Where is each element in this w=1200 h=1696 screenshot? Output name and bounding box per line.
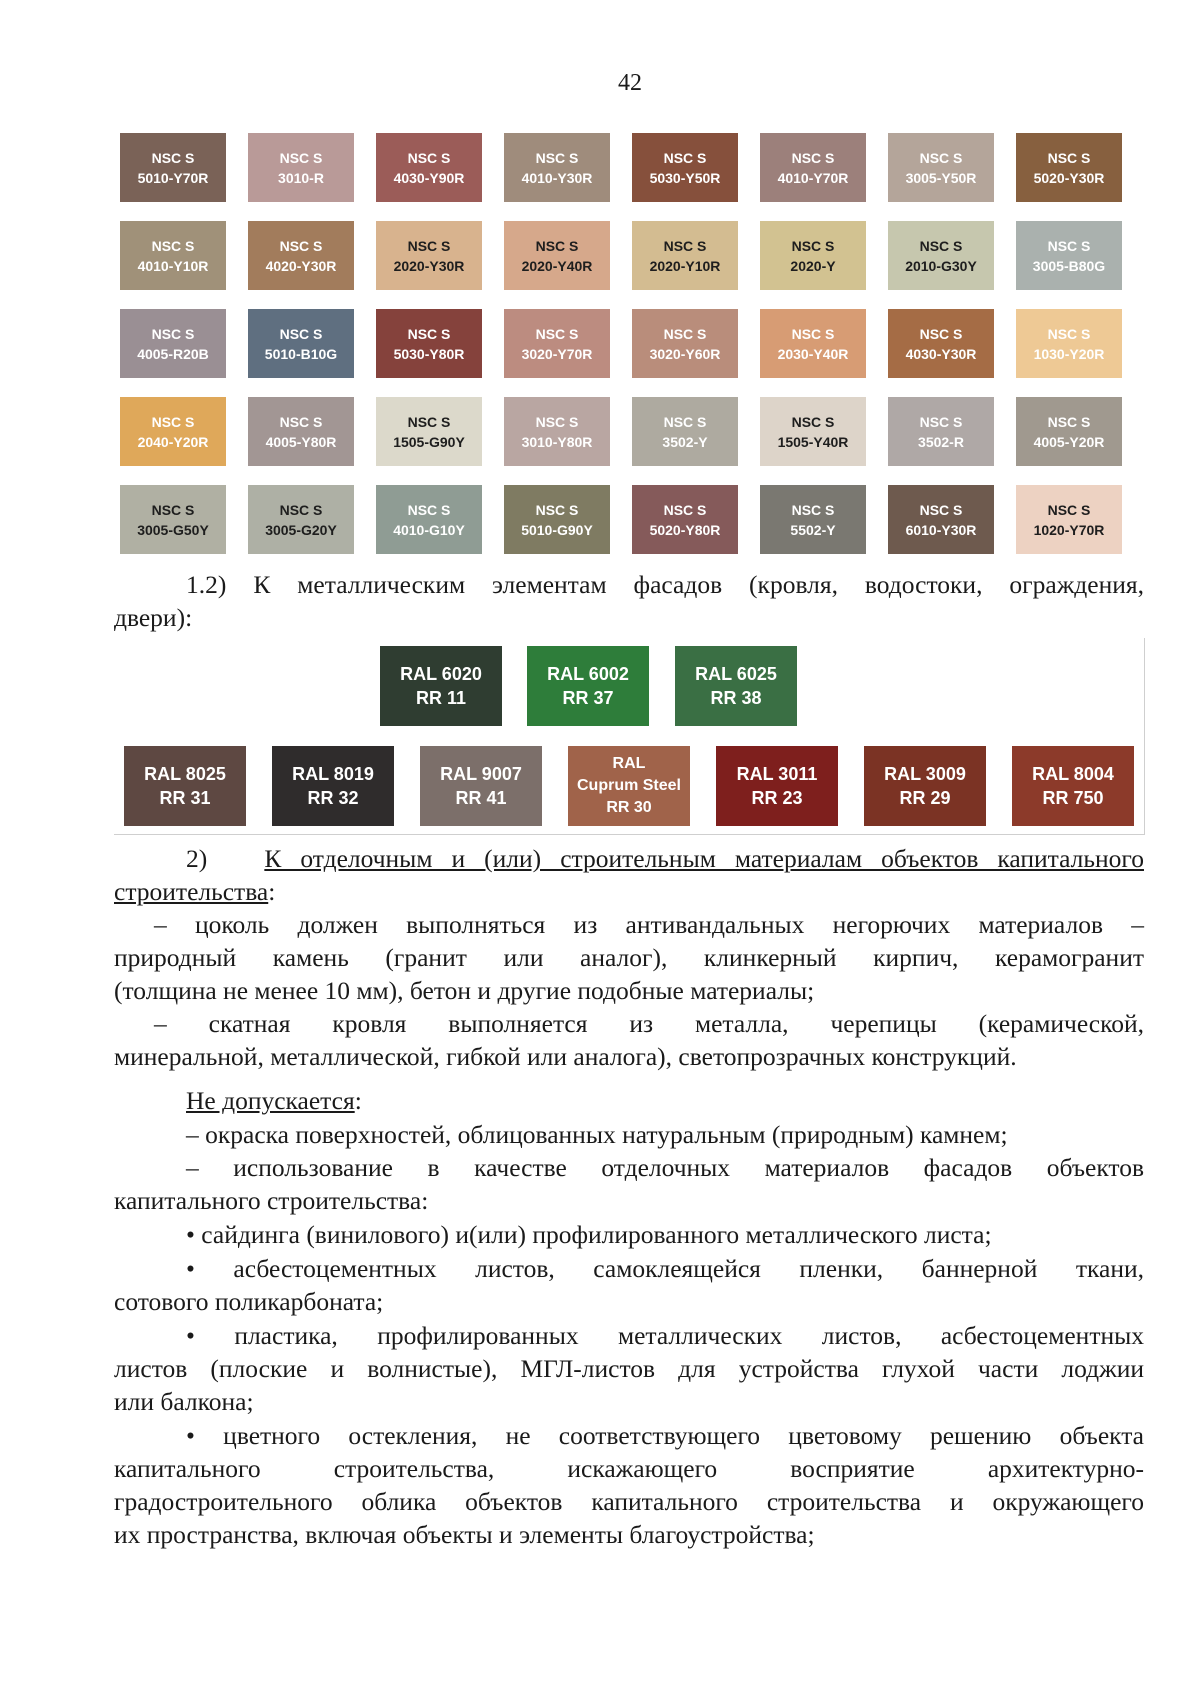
ncs-swatch-code: 5030-Y50R	[649, 169, 721, 186]
ncs-swatch	[376, 485, 482, 554]
not-allowed-paint	[114, 1118, 1144, 1151]
plinth-line-3: (толщина не менее 10 мм), бетон и другие подобные материалы;	[114, 976, 815, 1005]
ncs-swatch	[376, 397, 482, 466]
bullet-glazing-line-4: их пространства, включая объекты и элементы благоустройства;	[114, 1520, 815, 1549]
ncs-swatch-code: 4010-Y10R	[137, 257, 209, 274]
bullet-asbestos	[114, 1252, 1144, 1318]
ncs-swatch-label-prefix: NSC S	[663, 325, 707, 342]
ral-swatch-bottom	[568, 746, 690, 826]
ncs-swatch-label-prefix: NSC S	[279, 149, 323, 166]
ral-swatch-label: RAL 6020	[400, 664, 482, 684]
ral-swatch-top	[527, 646, 649, 726]
roof-line-2: минеральной, металлической, гибкой или аналога), светопрозрачных конструкций.	[114, 1042, 1017, 1071]
ncs-swatch-label-prefix: NSC S	[1047, 237, 1091, 254]
plinth-line-1: – цоколь должен выполняться из антивандальных негорючих материалов –	[154, 910, 1144, 939]
ral-swatch-label: RR 29	[899, 788, 951, 808]
ral-swatch-bottom	[272, 746, 394, 826]
ncs-swatch-code: 3020-Y60R	[649, 345, 721, 362]
paint-line: – окраска поверхностей, облицованных натуральным (природным) камнем;	[186, 1120, 1008, 1149]
bullet-glazing-line-3: градостроительного облика объектов капитального строительства и окружающего	[114, 1487, 1144, 1516]
ncs-swatch	[888, 133, 994, 202]
ncs-swatch-label-prefix: NSC S	[151, 501, 195, 518]
ncs-swatch-code: 4010-Y30R	[521, 169, 593, 186]
bullet-plastic-line-1: • пластика, профилированных металлических листов, асбестоцементных	[186, 1321, 1144, 1350]
ral-swatch-label: RR 41	[455, 788, 507, 808]
ral-swatch-label: RR 23	[751, 788, 803, 808]
ncs-swatch	[248, 133, 354, 202]
ncs-swatch-label-prefix: NSC S	[407, 501, 451, 518]
ncs-swatch-label-prefix: NSC S	[151, 413, 195, 430]
ral-swatch-label: RAL 6002	[547, 664, 629, 684]
ncs-swatch	[632, 133, 738, 202]
ncs-swatch-code: 3502-R	[918, 433, 964, 450]
ral-swatch-label: RAL 3011	[736, 764, 818, 784]
bullet-glazing-line-2: капитального строительства, искажающего восприятие архитектурно-	[114, 1454, 1144, 1483]
ncs-swatch-code: 2010-G30Y	[905, 257, 977, 274]
ncs-swatch	[504, 133, 610, 202]
ncs-swatch-label-prefix: NSC S	[919, 237, 963, 254]
ncs-swatch-code: 5020-Y80R	[649, 521, 721, 538]
ncs-swatch	[120, 309, 226, 378]
ncs-swatch-code: 4010-Y70R	[777, 169, 849, 186]
ncs-swatch-code: 2040-Y20R	[137, 433, 209, 450]
ncs-swatch-code: 3020-Y70R	[521, 345, 593, 362]
section-2-heading-line-2: строительства	[114, 877, 269, 906]
ncs-swatch-label-prefix: NSC S	[663, 501, 707, 518]
ncs-swatch	[888, 309, 994, 378]
ncs-swatch	[504, 397, 610, 466]
ncs-swatch	[376, 133, 482, 202]
ncs-swatch-code: 4020-Y30R	[265, 257, 337, 274]
bullet-asbestos-line-2: сотового поликарбоната;	[114, 1287, 384, 1316]
ncs-swatch-code: 3010-R	[278, 169, 324, 186]
ncs-swatch-code: 4005-Y80R	[265, 433, 337, 450]
bullet-plastic-line-3: или балкона;	[114, 1387, 254, 1416]
not-allowed-heading	[114, 1084, 1144, 1117]
ncs-swatch-code: 4010-G10Y	[393, 521, 465, 538]
ncs-swatch-code: 2020-Y10R	[649, 257, 721, 274]
ncs-swatch-label-prefix: NSC S	[279, 325, 323, 342]
ncs-swatch-label-prefix: NSC S	[791, 501, 835, 518]
ncs-swatch	[888, 485, 994, 554]
ncs-swatch-label-prefix: NSC S	[919, 149, 963, 166]
ncs-swatch-code: 1020-Y70R	[1033, 521, 1105, 538]
bullet-glazing-line-1: • цветного остекления, не соответствующего цветовому решению объекта	[186, 1421, 1144, 1450]
ncs-swatch	[760, 397, 866, 466]
ncs-swatch-label-prefix: NSC S	[407, 413, 451, 430]
ncs-swatch-code: 4005-R20B	[137, 345, 209, 362]
ral-swatch-label: RAL 6025	[695, 664, 777, 684]
ncs-swatch-code: 3005-G50Y	[137, 521, 209, 538]
ncs-swatch-label-prefix: NSC S	[407, 149, 451, 166]
metal-elements-line-2: двери):	[114, 603, 193, 632]
ncs-swatch-label-prefix: NSC S	[791, 149, 835, 166]
ncs-swatch-label-prefix: NSC S	[535, 325, 579, 342]
ral-swatch-label: RR 30	[606, 799, 652, 816]
ncs-swatch	[504, 485, 610, 554]
ncs-swatch-label-prefix: NSC S	[791, 237, 835, 254]
ncs-swatch-code: 3010-Y80R	[521, 433, 593, 450]
ncs-swatch-label-prefix: NSC S	[151, 325, 195, 342]
ncs-swatch-code: 4030-Y30R	[905, 345, 977, 362]
ral-swatch-bottom	[1012, 746, 1134, 826]
plinth-requirement	[114, 908, 1144, 1007]
section-2-heading-colon: :	[268, 877, 276, 906]
ral-swatch-label: RR 11	[415, 688, 467, 708]
ncs-swatch-code: 1505-G90Y	[393, 433, 465, 450]
ral-swatch-label: RR 750	[1042, 788, 1104, 808]
bullet-glazing	[114, 1419, 1144, 1551]
use-line-2: капитального строительства:	[114, 1186, 429, 1215]
bullet-siding	[114, 1218, 1144, 1251]
ncs-swatch-label-prefix: NSC S	[919, 325, 963, 342]
ncs-swatch-label-prefix: NSC S	[791, 413, 835, 430]
ncs-swatch-code: 3502-Y	[662, 433, 708, 450]
ncs-swatch-label-prefix: NSC S	[791, 325, 835, 342]
ncs-swatch	[120, 133, 226, 202]
ncs-swatch	[248, 309, 354, 378]
page-number: 42	[618, 70, 642, 96]
ral-swatch-bottom	[716, 746, 838, 826]
ncs-swatch	[888, 221, 994, 290]
ral-color-swatch-panel	[114, 638, 1145, 835]
ncs-swatch	[1016, 133, 1122, 202]
ncs-swatch-code: 4005-Y20R	[1033, 433, 1105, 450]
ral-swatch-label: RAL 8019	[292, 764, 374, 784]
roof-requirement	[114, 1007, 1144, 1073]
ncs-swatch	[760, 221, 866, 290]
ncs-swatch-label-prefix: NSC S	[279, 413, 323, 430]
ncs-swatch-label-prefix: NSC S	[151, 149, 195, 166]
ncs-swatch	[1016, 309, 1122, 378]
ncs-swatch	[1016, 221, 1122, 290]
ral-swatch-bottom	[864, 746, 986, 826]
ncs-swatch	[632, 485, 738, 554]
ncs-swatch-label-prefix: NSC S	[279, 501, 323, 518]
ncs-swatch-code: 2020-Y30R	[393, 257, 465, 274]
ral-swatch-label: RR 38	[710, 688, 762, 708]
section-2-number: 2)	[186, 844, 208, 873]
ncs-swatch	[632, 309, 738, 378]
ral-swatch-label: Cuprum Steel	[576, 777, 681, 794]
ral-swatch-label: RAL 3009	[884, 764, 966, 784]
ncs-swatch-code: 3005-B80G	[1032, 257, 1106, 274]
ncs-swatch-code: 2020-Y40R	[521, 257, 593, 274]
ncs-swatch	[632, 397, 738, 466]
not-allowed-use	[114, 1151, 1144, 1217]
bullet-asbestos-line-1: • асбестоцементных листов, самоклеящейся пленки, баннерной ткани,	[186, 1254, 1144, 1283]
ncs-swatch	[888, 397, 994, 466]
ncs-swatch	[248, 397, 354, 466]
bullet-plastic-line-2: листов (плоские и волнистые), МГЛ-листов для устройства глухой части лоджии	[114, 1354, 1144, 1383]
ncs-swatch-code: 4030-Y90R	[393, 169, 465, 186]
bullet-plastic	[114, 1319, 1144, 1418]
ral-swatch-label: RR 31	[159, 788, 211, 808]
ncs-color-swatch-grid	[120, 133, 1122, 554]
ncs-swatch-code: 6010-Y30R	[905, 521, 977, 538]
ncs-swatch	[504, 221, 610, 290]
metal-elements-paragraph	[114, 568, 1144, 634]
ncs-swatch-label-prefix: NSC S	[1047, 325, 1091, 342]
ncs-swatch-label-prefix: NSC S	[535, 237, 579, 254]
ncs-swatch	[760, 309, 866, 378]
ncs-swatch	[248, 485, 354, 554]
ncs-swatch-label-prefix: NSC S	[663, 237, 707, 254]
ral-swatch-label: RAL 8025	[144, 764, 226, 784]
ral-swatch-label: RR 32	[307, 788, 359, 808]
ncs-swatch-code: 5030-Y80R	[393, 345, 465, 362]
ncs-swatch-label-prefix: NSC S	[1047, 413, 1091, 430]
ncs-swatch-code: 5010-B10G	[264, 345, 338, 362]
ncs-swatch-code: 1030-Y20R	[1033, 345, 1105, 362]
ncs-swatch-label-prefix: NSC S	[919, 501, 963, 518]
ncs-swatch	[120, 397, 226, 466]
ncs-swatch-code: 2020-Y	[790, 257, 836, 274]
ncs-swatch-label-prefix: NSC S	[919, 413, 963, 430]
ncs-swatch-code: 5010-Y70R	[137, 169, 209, 186]
ral-swatch-top	[380, 646, 502, 726]
ncs-swatch-code: 2030-Y40R	[777, 345, 849, 362]
roof-line-1: – скатная кровля выполняется из металла, черепицы (керамической,	[154, 1009, 1144, 1038]
ncs-swatch-code: 3005-G20Y	[265, 521, 337, 538]
ncs-swatch	[120, 485, 226, 554]
ral-swatch-top	[675, 646, 797, 726]
ncs-swatch-code: 5502-Y	[790, 521, 836, 538]
ncs-swatch-label-prefix: NSC S	[151, 237, 195, 254]
ncs-swatch	[248, 221, 354, 290]
ncs-swatch-label-prefix: NSC S	[663, 149, 707, 166]
ncs-swatch-label-prefix: NSC S	[1047, 501, 1091, 518]
metal-elements-line-1: 1.2) К металлическим элементам фасадов (кровля, водостоки, ограждения,	[186, 570, 1144, 599]
ral-swatch-label: RR 37	[562, 688, 614, 708]
ral-swatch-bottom	[124, 746, 246, 826]
use-line-1: – использование в качестве отделочных материалов фасадов объектов	[186, 1153, 1144, 1182]
ncs-swatch-label-prefix: NSC S	[535, 413, 579, 430]
ncs-swatch-code: 3005-Y50R	[905, 169, 977, 186]
bullet-siding-text: • сайдинга (винилового) и(или) профилированного металлического листа;	[186, 1220, 992, 1249]
ral-swatch-bottom	[420, 746, 542, 826]
plinth-line-2: природный камень (гранит или аналог), клинкерный кирпич, керамогранит	[114, 943, 1144, 972]
ncs-swatch	[376, 221, 482, 290]
ral-swatch-label: RAL 9007	[440, 764, 522, 784]
not-allowed-colon: :	[354, 1086, 362, 1115]
ncs-swatch-label-prefix: NSC S	[279, 237, 323, 254]
ncs-swatch	[1016, 397, 1122, 466]
ncs-swatch	[504, 309, 610, 378]
ncs-swatch	[1016, 485, 1122, 554]
ncs-swatch	[760, 133, 866, 202]
ncs-swatch-label-prefix: NSC S	[1047, 149, 1091, 166]
ncs-swatch-label-prefix: NSC S	[407, 237, 451, 254]
ncs-swatch	[376, 309, 482, 378]
ncs-swatch-label-prefix: NSC S	[535, 149, 579, 166]
ral-swatch-label: RAL 8004	[1032, 764, 1114, 784]
ncs-swatch	[120, 221, 226, 290]
section-2-heading	[114, 842, 1144, 908]
ncs-swatch-code: 1505-Y40R	[777, 433, 849, 450]
ncs-swatch	[632, 221, 738, 290]
ral-swatch-label: RAL	[612, 755, 646, 772]
ncs-swatch-label-prefix: NSC S	[535, 501, 579, 518]
ncs-swatch-code: 5010-G90Y	[521, 521, 593, 538]
ncs-swatch-label-prefix: NSC S	[407, 325, 451, 342]
ncs-swatch-label-prefix: NSC S	[663, 413, 707, 430]
ncs-swatch-code: 5020-Y30R	[1033, 169, 1105, 186]
not-allowed-title: Не допускается	[186, 1086, 355, 1115]
ncs-swatch	[760, 485, 866, 554]
section-2-heading-line-1: К отделочным и (или) строительным материалам объектов капитального	[264, 844, 1144, 873]
